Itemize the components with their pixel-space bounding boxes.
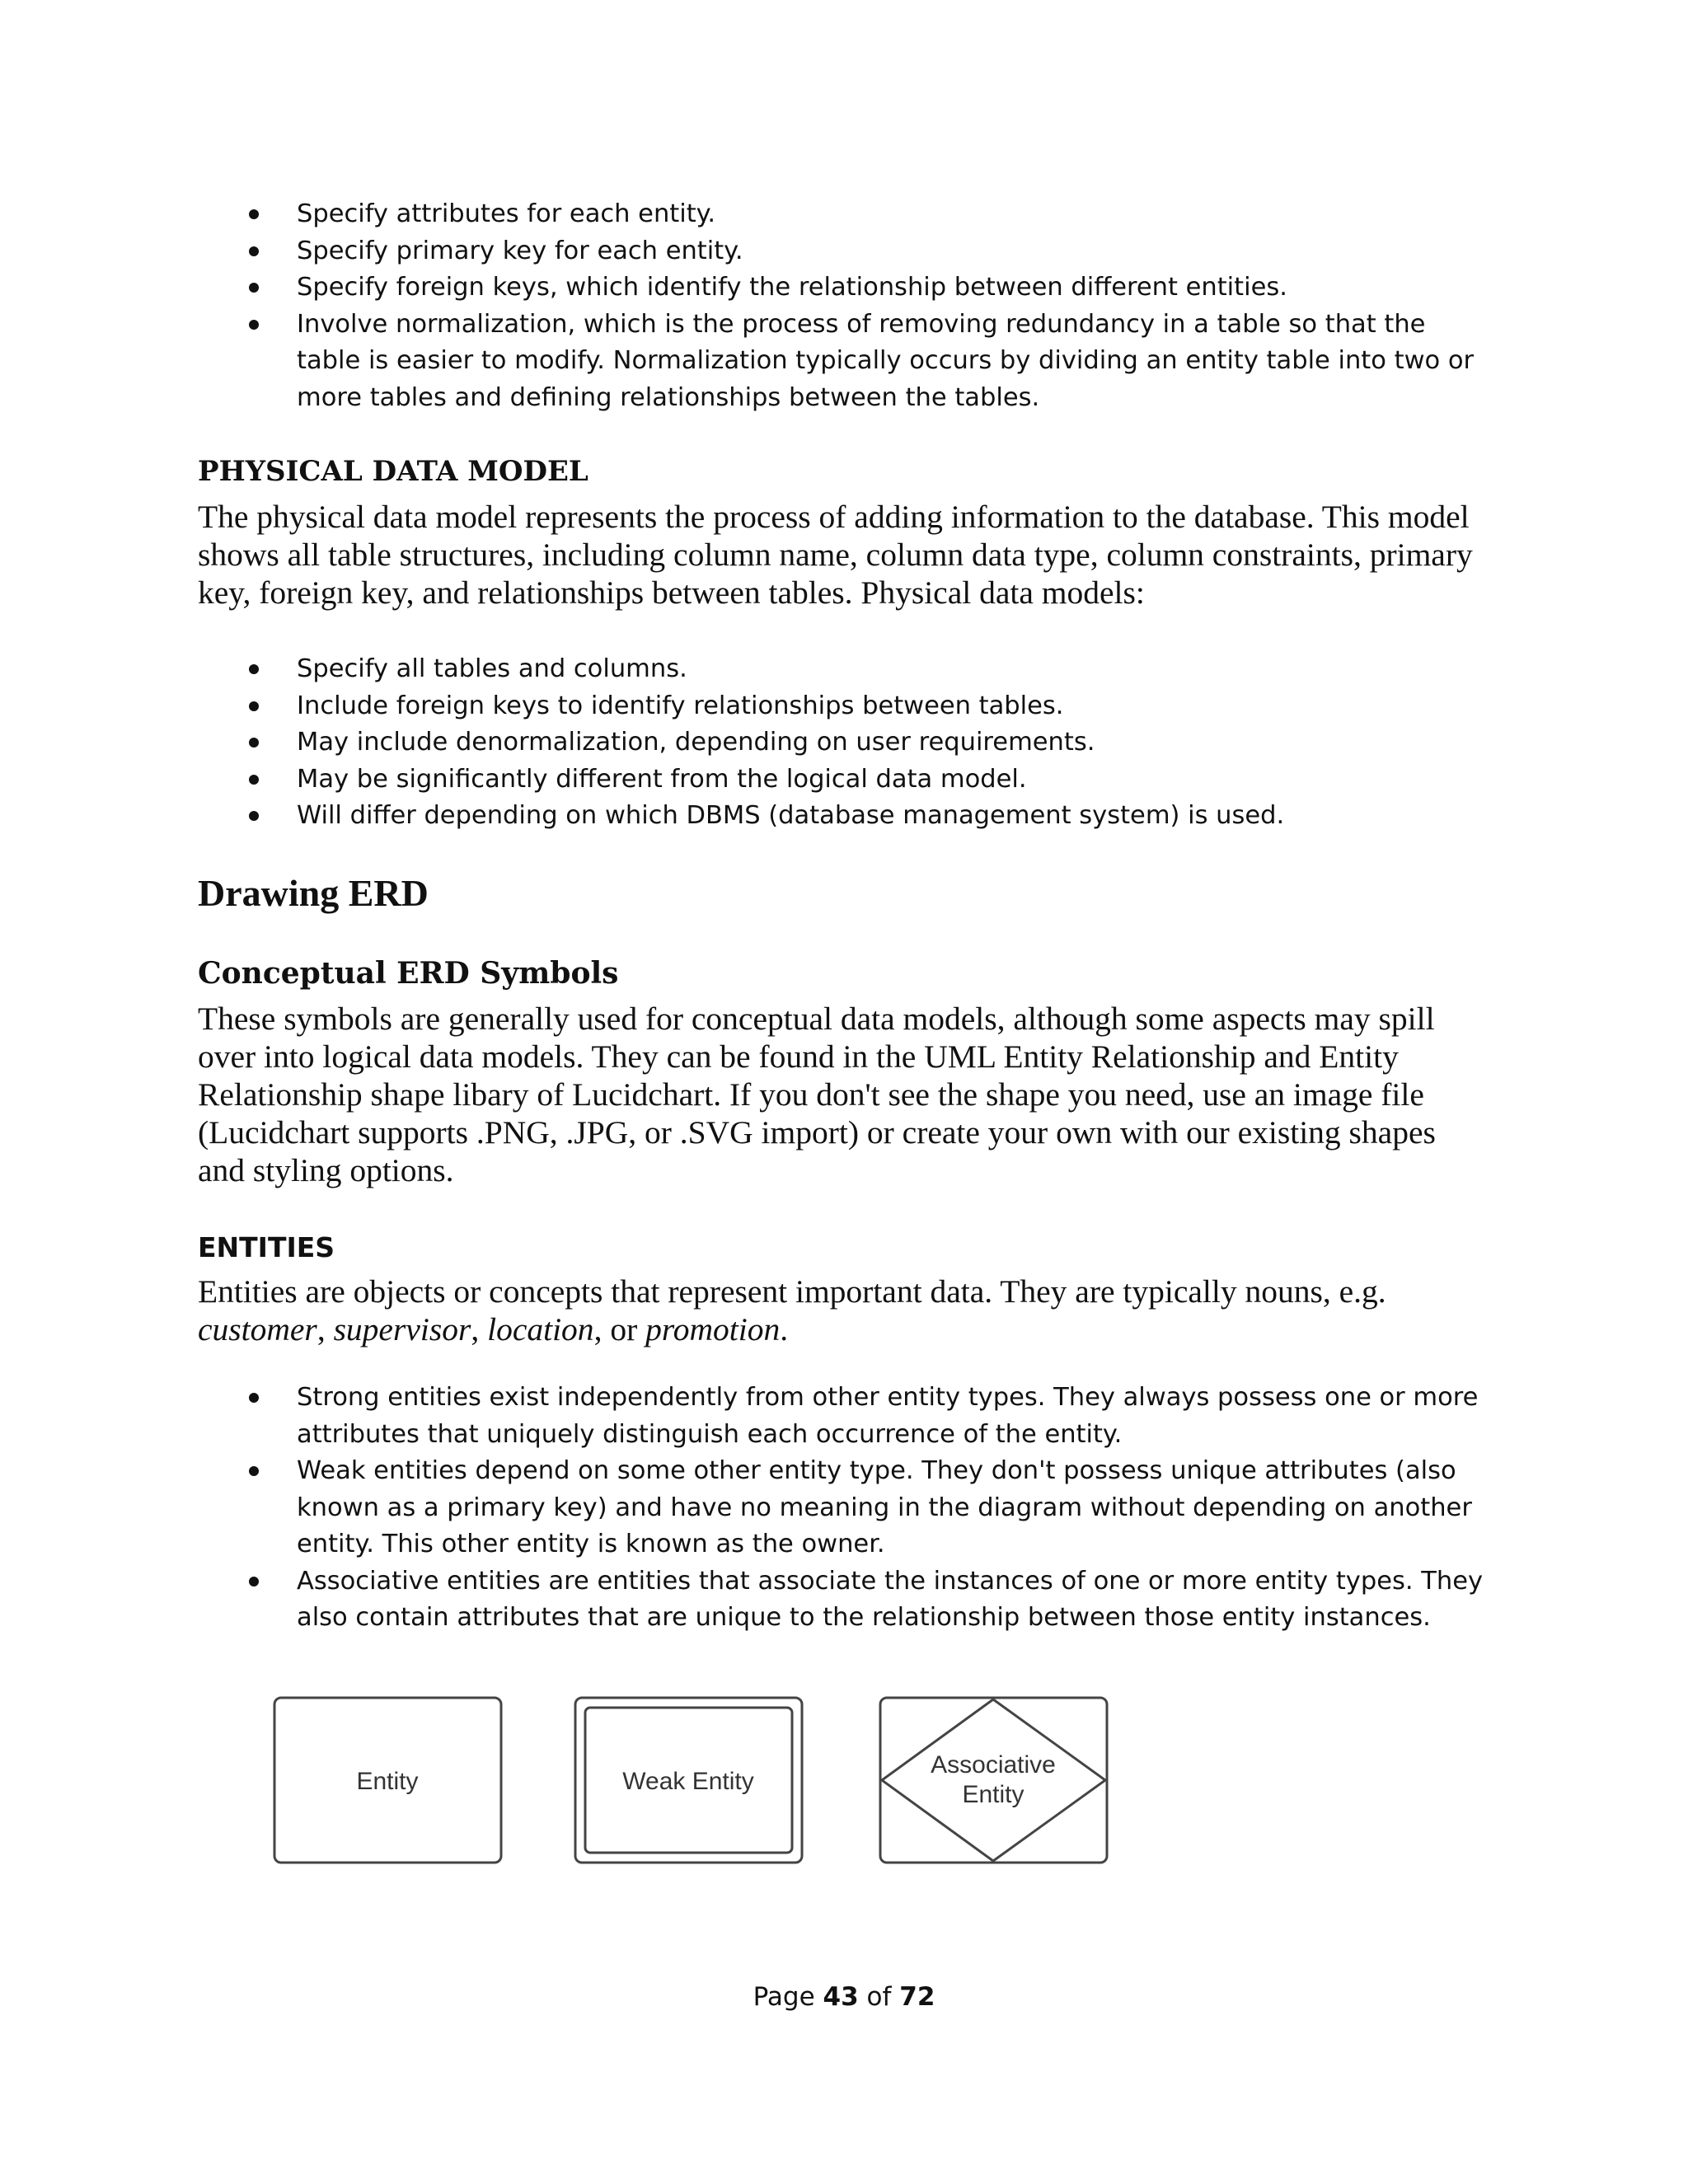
conceptual-erd-symbols-heading: Conceptual ERD Symbols [198, 956, 619, 991]
entities-heading: ENTITIES [198, 1231, 335, 1263]
list-item: Specify all tables and columns. [249, 651, 1485, 688]
total-page-count: 72 [899, 1982, 935, 2012]
separator: , or [593, 1311, 646, 1347]
top-bullet-list [249, 196, 1485, 416]
list-item: Weak entities depend on some other entity type. They don't possess unique attributes (also known as a primary key) and have no meaning in the diagram without depending on another entity. This other entity is known as the owner. [249, 1453, 1485, 1563]
weak-entity-symbol [575, 1698, 802, 1863]
separator: . [780, 1311, 789, 1347]
physical-data-model-heading: PHYSICAL DATA MODEL [198, 455, 588, 488]
example-location: location [487, 1311, 594, 1347]
page-footer [0, 1982, 1688, 2012]
entity-symbol [274, 1698, 501, 1863]
list-item: Associative entities are entities that associate the instances of one or more entity types. They also contain attributes that are unique to the relationship between those entity instances. [249, 1563, 1485, 1637]
associative-entity-label-line2: Entity [962, 1781, 1025, 1808]
weak-entity-symbol-label: Weak Entity [622, 1768, 754, 1795]
example-promotion: promotion [645, 1311, 781, 1347]
entity-symbols-diagram [268, 1685, 1133, 1867]
footer-prefix: Page [753, 1982, 823, 2012]
associative-entity-label-line1: Associative [931, 1751, 1056, 1779]
list-item: May include denormalization, depending on user requirements. [249, 724, 1485, 762]
associative-entity-symbol [880, 1698, 1107, 1863]
entities-bullet-list [249, 1380, 1485, 1637]
example-customer: customer [198, 1311, 317, 1347]
entity-symbols-svg [268, 1685, 1133, 1867]
list-item: Specify attributes for each entity. [249, 196, 1485, 233]
separator: , [471, 1311, 488, 1347]
footer-separator: of [858, 1982, 900, 2012]
list-item: Include foreign keys to identify relationships between tables. [249, 688, 1485, 725]
entity-symbol-label: Entity [356, 1768, 419, 1795]
list-item: May be significantly different from the logical data model. [249, 762, 1485, 799]
physical-data-model-paragraph: The physical data model represents the process of adding information to the database. This model shows all table structures, including column name, column data type, column constraints, primary key, foreign key, and relationships between tables. Physical data models: [198, 499, 1473, 611]
physical-bullet-list [249, 651, 1485, 835]
conceptual-paragraph: These symbols are generally used for conceptual data models, although some aspects may spill over into logical data models. They can be found in the UML Entity Relationship and Entity Relationship shape libary of Lucidchart. If you don't see the shape you need, use an image file (Lucidchart supports .PNG, .JPG, or .SVG import) or create your own with our existing shapes and styling options. [198, 1001, 1436, 1188]
drawing-erd-heading: Drawing ERD [198, 872, 429, 914]
separator: , [316, 1311, 334, 1347]
list-item: Specify primary key for each entity. [249, 233, 1485, 270]
list-item: Specify foreign keys, which identify the relationship between different entities. [249, 269, 1485, 307]
list-item: Strong entities exist independently from other entity types. They always possess one or more attributes that uniquely distinguish each occurrence of the entity. [249, 1380, 1485, 1453]
list-item: Will differ depending on which DBMS (database management system) is used. [249, 798, 1485, 835]
entities-intro: Entities are objects or concepts that represent important data. They are typically nouns, e.g. [198, 1273, 1386, 1310]
entities-paragraph [198, 1272, 1484, 1348]
example-supervisor: supervisor [333, 1311, 471, 1347]
current-page-number: 43 [823, 1982, 859, 2012]
list-item: Involve normalization, which is the process of removing redundancy in a table so that the table is easier to modify. Normalization typically occurs by dividing an entity table into two or more tables and defining relationships between the tables. [249, 307, 1485, 417]
